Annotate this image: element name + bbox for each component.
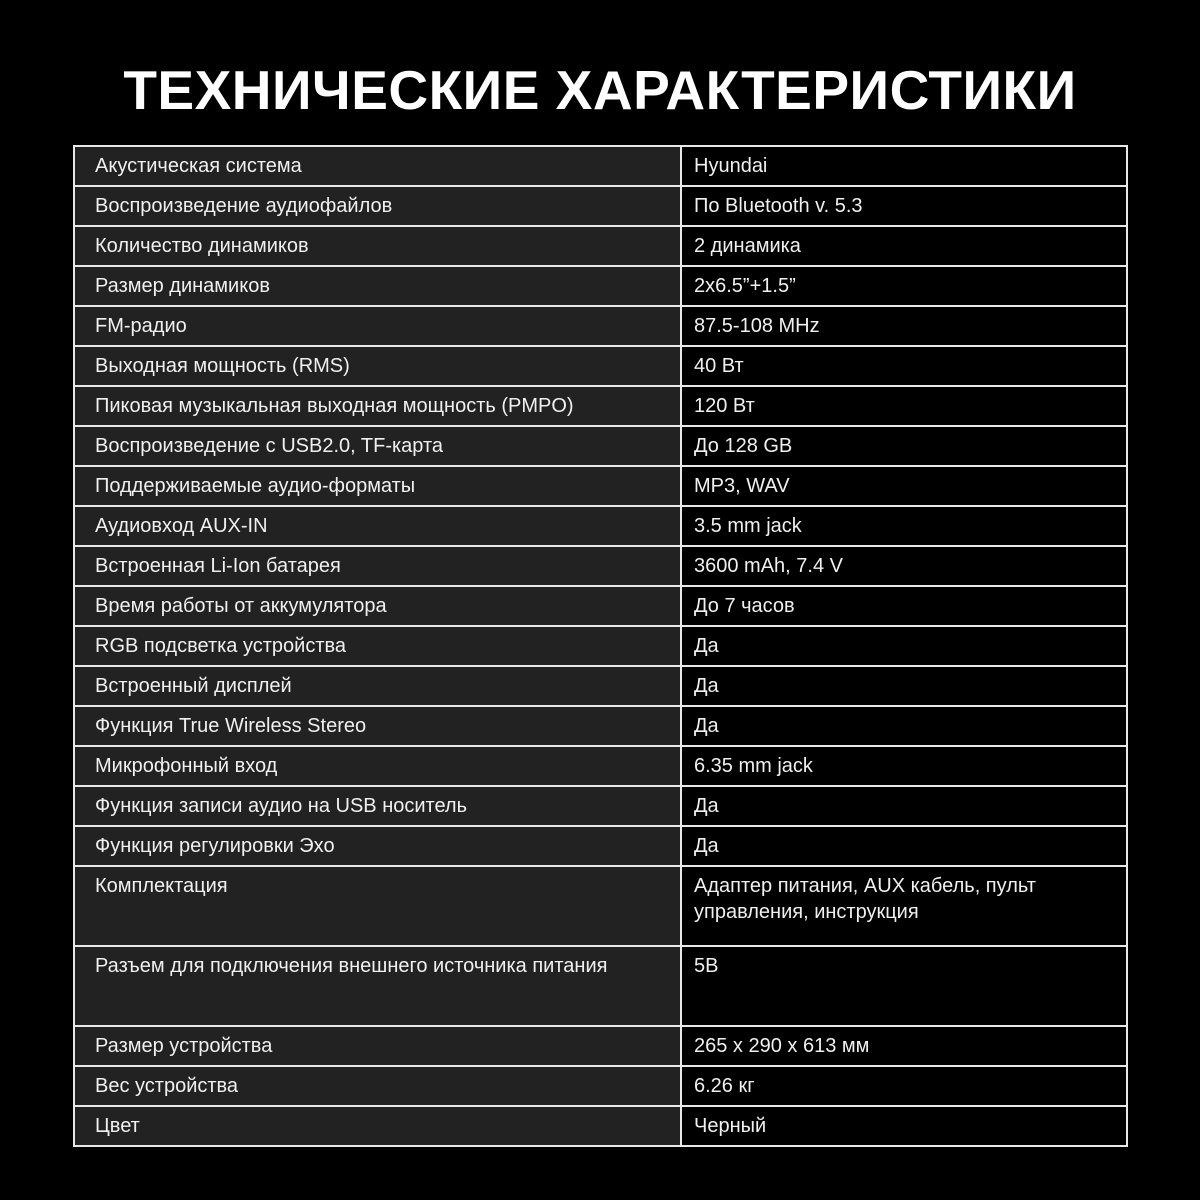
spec-row [74, 426, 1127, 466]
spec-row [74, 946, 1127, 1026]
spec-key: Встроенная Li-Ion батарея [74, 546, 681, 586]
spec-key: Функция True Wireless Stereo [74, 706, 681, 746]
spec-key: Поддерживаемые аудио-форматы [74, 466, 681, 506]
spec-value: Черный [681, 1106, 1127, 1146]
spec-row [74, 266, 1127, 306]
spec-key: Выходная мощность (RMS) [74, 346, 681, 386]
spec-row [74, 666, 1127, 706]
spec-key: Размер динамиков [74, 266, 681, 306]
spec-value: По Bluetooth v. 5.3 [681, 186, 1127, 226]
spec-row [74, 226, 1127, 266]
spec-key: Время работы от аккумулятора [74, 586, 681, 626]
spec-key: Акустическая система [74, 146, 681, 186]
spec-value: Hyundai [681, 146, 1127, 186]
spec-value: 6.26 кг [681, 1066, 1127, 1106]
spec-value: 6.35 mm jack [681, 746, 1127, 786]
spec-key: FM-радио [74, 306, 681, 346]
spec-row [74, 786, 1127, 826]
spec-value: 2 динамика [681, 226, 1127, 266]
page-title: ТЕХНИЧЕСКИЕ ХАРАКТЕРИСТИКИ [123, 59, 1077, 121]
spec-row [74, 826, 1127, 866]
spec-key: Аудиовход AUX-IN [74, 506, 681, 546]
spec-row [74, 386, 1127, 426]
spec-row [74, 746, 1127, 786]
spec-row [74, 626, 1127, 666]
spec-row [74, 866, 1127, 946]
spec-value: До 128 GB [681, 426, 1127, 466]
spec-value: 5В [681, 946, 1127, 1026]
spec-key: RGB подсветка устройства [74, 626, 681, 666]
spec-row [74, 1066, 1127, 1106]
spec-row [74, 1106, 1127, 1146]
specs-table [73, 145, 1128, 1147]
spec-value: Да [681, 666, 1127, 706]
spec-row [74, 586, 1127, 626]
spec-value: До 7 часов [681, 586, 1127, 626]
spec-value: Да [681, 786, 1127, 826]
spec-value: Адаптер питания, AUX кабель, пульт управления, инструкция [681, 866, 1127, 946]
spec-key: Цвет [74, 1106, 681, 1146]
spec-value: Да [681, 826, 1127, 866]
spec-row [74, 546, 1127, 586]
spec-value: 265 x 290 x 613 мм [681, 1026, 1127, 1066]
spec-value: 3.5 mm jack [681, 506, 1127, 546]
spec-value: 40 Вт [681, 346, 1127, 386]
spec-key: Воспроизведение с USB2.0, TF-карта [74, 426, 681, 466]
spec-row [74, 186, 1127, 226]
spec-value: Да [681, 706, 1127, 746]
spec-key: Комплектация [74, 866, 681, 946]
spec-value: Да [681, 626, 1127, 666]
spec-row [74, 306, 1127, 346]
spec-key: Вес устройства [74, 1066, 681, 1106]
spec-key: Микрофонный вход [74, 746, 681, 786]
spec-key: Встроенный дисплей [74, 666, 681, 706]
spec-key: Воспроизведение аудиофайлов [74, 186, 681, 226]
spec-value: 87.5-108 MHz [681, 306, 1127, 346]
spec-key: Размер устройства [74, 1026, 681, 1066]
spec-key: Количество динамиков [74, 226, 681, 266]
spec-key: Пиковая музыкальная выходная мощность (PMPO) [74, 386, 681, 426]
spec-row [74, 506, 1127, 546]
spec-row [74, 466, 1127, 506]
spec-value: 2x6.5”+1.5” [681, 266, 1127, 306]
spec-row [74, 346, 1127, 386]
spec-value: 3600 mAh, 7.4 V [681, 546, 1127, 586]
spec-row [74, 1026, 1127, 1066]
spec-row [74, 706, 1127, 746]
spec-row [74, 146, 1127, 186]
spec-key: Функция регулировки Эхо [74, 826, 681, 866]
spec-value: 120 Вт [681, 386, 1127, 426]
spec-key: Разъем для подключения внешнего источника питания [74, 946, 681, 1026]
spec-value: MP3, WAV [681, 466, 1127, 506]
spec-key: Функция записи аудио на USB носитель [74, 786, 681, 826]
